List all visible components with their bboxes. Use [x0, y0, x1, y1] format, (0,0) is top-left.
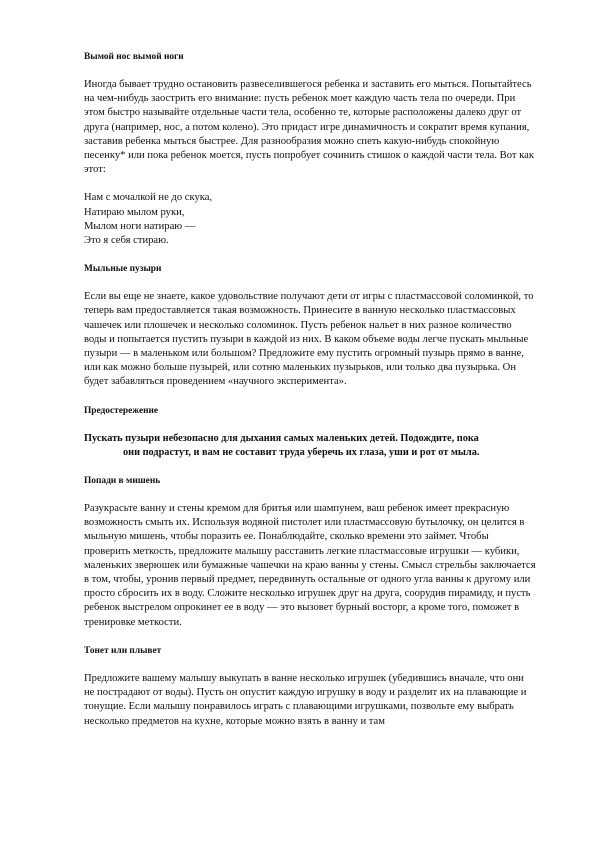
document-body: [84, 50, 536, 729]
poem-line: Мылом ноги натираю —: [84, 220, 196, 232]
paragraph-sink-or-float: Предложите вашему малышу выкупать в ванне несколько игрушек (убедившись вначале, что они не пострадают от воды). Пусть он опустит каждую игрушку в воду и разделит их на плавающие и тонущие. Если малышу понравилось играть с плавающими игрушками, позвольте ему выбрать несколько предметов на кухне, которые можно взять в ванну и там: [84, 672, 527, 727]
poem-line: Это я себя стираю.: [84, 235, 169, 247]
poem-line: Натираю мылом руки,: [84, 206, 185, 218]
warning-line-2: они подрастут, и вам не составит труда уберечь их глаза, уши и рот от мыла.: [123, 446, 480, 458]
section-heading-wash-nose: Вымой нос вымой ноги: [84, 52, 184, 62]
section-heading-sink-or-float: Тонет или плывет: [84, 645, 162, 656]
section-heading-soap-bubbles: Мыльные пузыри: [84, 264, 162, 275]
paragraph-wash-nose: Иногда бывает трудно остановить развеселившегося ребенка и заставить его мыться. Попытайтесь на чем-нибудь заострить его внимание: пусть ребенок моет каждую часть тела по очереди. При этом быстро называйте отдельные части тела, особенно те, которые расположены далеко друг от друга (например, нос, а потом колено). Это придаст игре динамичность и сократит время купания, заставив ребенка мыться быстрее. Для разнообразия можно спеть какую-нибудь спокойную песенку* или пока ребенок моется, пусть попробует сочинить стишок о каждой части тела. Вот как этот:: [84, 79, 534, 176]
section-heading-hit-target: Попади в мишень: [84, 476, 161, 487]
poem: [84, 191, 536, 248]
warning-line-1: Пускать пузыри небезопасно для дыхания самых маленьких детей. Подождите, пока: [84, 432, 479, 444]
poem-line: Нам с мочалкой не до скука,: [84, 192, 213, 204]
paragraph-hit-target: Разукрасьте ванну и стены кремом для бритья или шампунем, ваш ребенок имеет прекрасную возможность смыть их. Используя водяной пистолет или пластмассовую бутылочку, он целится в мыльную мишень, чтобы поразить ее. Понаблюдайте, сколько времени это займет. Чтобы проверить меткость, предложите малышу расставить легкие пластмассовые игрушки — кубики, маленьких зверюшек или бумажные чашечки на краю ванны у стены. Смысл стрельбы заключается в том, чтобы, уронив первый предмет, передвинуть остальные от одного угла ванны к другому или просто сбросить их в воду. Сложите несколько игрушек друг на друга, соорудив пирамиду, и пусть ребенок выстрелом опрокинет ее в воду — это вызовет бурный восторг, а кроме того, поможет в тренировке меткости.: [84, 503, 536, 628]
paragraph-soap-bubbles: Если вы еще не знаете, какое удовольствие получают дети от игры с пластмассовой соломинкой, то теперь вам предоставляется такая возможность. Принесите в ванную несколько пластмассовых чашечек или плошечек и несколько соломинок. Пусть ребенок нальет в них разное количество воды и попытается пустить пузыри в каждой из них. В каком объеме воды легче пускать мыльные пузыри — в маленьком или большом? Предложите ему пустить огромный пузырь прямо в ванне, или как можно больше пузырей, или сотню маленьких пузырьков, или только два пузырька. Он будет забавляться проведением «научного эксперимента».: [84, 291, 534, 388]
warning-text: [84, 432, 536, 460]
section-heading-warning: Предостережение: [84, 405, 159, 416]
